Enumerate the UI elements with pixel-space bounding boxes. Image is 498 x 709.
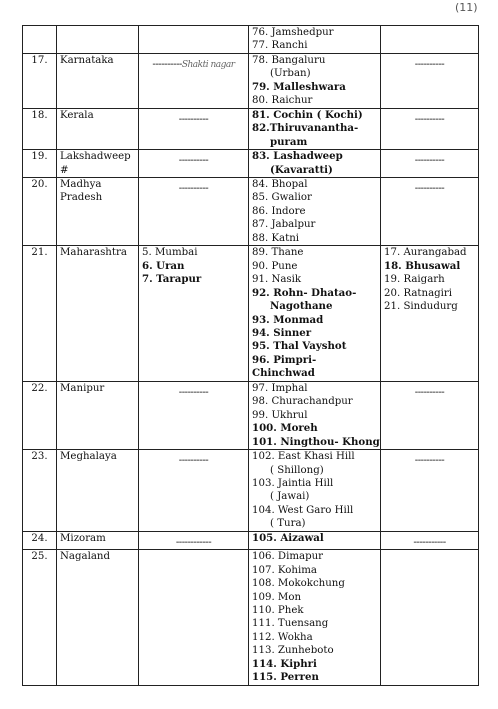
serial-number: 24. (31, 532, 48, 544)
state-cell (57, 550, 139, 686)
col5-cell (381, 531, 479, 549)
cell-line: 5. Mumbai (142, 247, 198, 259)
state-cell (57, 450, 139, 532)
districts-cell (249, 381, 381, 449)
serial-number: 21. (31, 247, 48, 259)
cell-line: 78. Bangaluru (252, 54, 326, 66)
cell-line: 100. Moreh (252, 422, 318, 435)
cell-line: 101. Ningthou- Khong (252, 435, 380, 448)
col3-cell (139, 150, 249, 178)
handwritten-note: Shakti nagar (181, 59, 235, 70)
cell-line: 108. Mokokchung (252, 578, 345, 590)
serial-number: 18. (31, 109, 48, 121)
cell-line: 6. Uran (142, 259, 185, 272)
sno-cell (23, 150, 57, 178)
dash-placeholder: ---------- (414, 113, 445, 125)
col3-cell (139, 246, 249, 382)
cell-line: 112. Wokha (252, 631, 313, 643)
districts-cell (249, 150, 381, 178)
state-cell (57, 150, 139, 178)
cell-line: 84. Bhopal (252, 178, 308, 190)
cell-line: 7. Tarapur (142, 273, 202, 286)
page-number: (11) (455, 1, 478, 14)
state-cell (57, 108, 139, 149)
state-cell (57, 53, 139, 108)
table-row (23, 531, 479, 549)
cell-line: 102. East Khasi Hill (252, 451, 355, 463)
serial-number: 20. (31, 178, 48, 190)
dash-placeholder: ---------- (414, 455, 445, 467)
serial-number: 22. (31, 382, 48, 394)
dash-placeholder: ---------- (178, 182, 209, 194)
cell-line: 111. Tuensang (252, 618, 329, 630)
col5-cell (381, 450, 479, 532)
col3-cell (139, 450, 249, 532)
cell-line: ( Jawai) (270, 491, 310, 503)
col5-cell (381, 53, 479, 108)
district-entry: 76. Jamshedpur (252, 27, 334, 38)
serial-number: 17. (31, 54, 48, 66)
serial-number: 25. (31, 551, 48, 563)
state-name: Karnataka (60, 54, 114, 66)
table-row (23, 177, 479, 245)
districts-cell (249, 550, 381, 686)
sno-cell (23, 246, 57, 382)
cell-line: 86. Indore (252, 205, 306, 217)
cell-line: 81. Cochin ( Kochi) (252, 108, 363, 121)
col5-cell (381, 177, 479, 245)
state-cell (57, 246, 139, 382)
state-cell (57, 381, 139, 449)
cell-line: ( Tura) (270, 518, 306, 530)
districts-cell (249, 450, 381, 532)
table-body (23, 26, 479, 686)
cell-line: 95. Thal Vayshot (252, 340, 347, 353)
dash-placeholder: ---------- (414, 386, 445, 398)
state-name: Mizoram (60, 532, 106, 544)
cell-line: 106. Dimapur (252, 551, 324, 563)
cell-line: 99. Ukhrul (252, 409, 308, 421)
sno-cell (23, 550, 57, 686)
cell-line: Nagothane (270, 300, 333, 313)
cell-line: 91. Nasik (252, 274, 302, 286)
districts-cell (249, 246, 381, 382)
cell-line: 83. Lashadweep (252, 150, 343, 163)
cell-line: puram (270, 135, 308, 148)
dash-placeholder: ---------- (178, 455, 209, 467)
cell-line: 21. Sindudurg (384, 301, 458, 313)
cell-line: 109. Mon (252, 591, 302, 603)
state-name: Pradesh (60, 192, 103, 204)
serial-number: 23. (31, 451, 48, 463)
cell-line: 85. Gwalior (252, 192, 312, 204)
table-row-continuation (23, 26, 479, 54)
state-cell (57, 26, 139, 54)
cell-line: 89. Thane (252, 247, 304, 259)
dash-placeholder: ---------- (414, 155, 445, 167)
cell-line: (Kavaratti) (270, 163, 333, 176)
sno-cell (23, 26, 57, 54)
col5-cell (381, 150, 479, 178)
state-name: Maharashtra (60, 247, 127, 259)
cell-line: 115. Perren (252, 671, 319, 684)
table-row (23, 381, 479, 449)
dash-placeholder: ------------ (175, 536, 212, 548)
col5-cell (381, 246, 479, 382)
districts-cell (249, 531, 381, 549)
cell-line: Chinchwad (252, 367, 315, 380)
cell-line: 103. Jaintia Hill (252, 477, 334, 489)
cell-line: 87. Jabalpur (252, 219, 316, 231)
state-name: Meghalaya (60, 451, 117, 463)
table-row (23, 108, 479, 149)
cell-line: 19. Raigarh (384, 274, 445, 286)
sno-cell (23, 450, 57, 532)
cell-line: 105. Aizawal (252, 531, 324, 544)
table-row (23, 246, 479, 382)
dash-placeholder: ---------- (178, 113, 209, 125)
districts-table (22, 25, 479, 686)
col3-cell (139, 531, 249, 549)
col5-cell (381, 26, 479, 54)
cell-line: 79. Malleshwara (252, 80, 346, 93)
cell-line: 110. Phek (252, 605, 304, 617)
col3-cell (139, 550, 249, 686)
districts-cell (249, 177, 381, 245)
sno-cell (23, 177, 57, 245)
col3-cell (139, 108, 249, 149)
districts-cell (249, 53, 381, 108)
sno-cell (23, 53, 57, 108)
cell-line: 88. Katni (252, 232, 300, 244)
dash-placeholder: ---------- (152, 58, 182, 70)
cell-line: 94. Sinner (252, 326, 312, 339)
col3-cell (139, 26, 249, 54)
district-entry: 77. Ranchi (252, 40, 308, 52)
cell-line: 20. Ratnagiri (384, 287, 453, 299)
col3-cell (139, 381, 249, 449)
cell-line: 96. Pimpri- (252, 353, 317, 366)
cell-line: 82.Thiruvanantha- (252, 122, 359, 135)
sno-cell (23, 531, 57, 549)
dash-placeholder: ---------- (178, 386, 209, 398)
table-row (23, 150, 479, 178)
state-cell (57, 177, 139, 245)
col5-cell (381, 550, 479, 686)
state-cell (57, 531, 139, 549)
cell-line: 97. Imphal (252, 382, 308, 394)
dash-placeholder: ---------- (414, 58, 445, 70)
cell-line: 93. Monmad (252, 313, 324, 326)
state-name: Kerala (60, 109, 94, 121)
table-row (23, 550, 479, 686)
cell-line: ( Shillong) (270, 464, 324, 476)
state-name: Lakshadweep (60, 151, 131, 163)
state-name: # (60, 164, 69, 176)
col3-cell (139, 177, 249, 245)
cell-line: 80. Raichur (252, 95, 313, 107)
cell-line: 98. Churachandpur (252, 396, 353, 408)
state-name: Nagaland (60, 551, 110, 563)
state-name: Madhya (60, 178, 102, 190)
col5-cell (381, 108, 479, 149)
sno-cell (23, 381, 57, 449)
cell-line: (Urban) (270, 68, 311, 80)
cell-line: 114. Kiphri (252, 657, 317, 670)
cell-line: 107. Kohima (252, 564, 317, 576)
districts-cell (249, 26, 381, 54)
cell-line: 104. West Garo Hill (252, 504, 354, 516)
cell-line: 113. Zunheboto (252, 645, 334, 657)
serial-number: 19. (31, 151, 48, 163)
dash-placeholder: ---------- (178, 155, 209, 167)
table-row (23, 450, 479, 532)
dash-placeholder: ----------- (413, 536, 446, 548)
col3-cell (139, 53, 249, 108)
sno-cell (23, 108, 57, 149)
dash-placeholder: ---------- (414, 182, 445, 194)
cell-line: 92. Rohn- Dhatao- (252, 286, 357, 299)
cell-line: 90. Pune (252, 260, 298, 272)
col5-cell (381, 381, 479, 449)
table-row (23, 53, 479, 108)
districts-cell (249, 108, 381, 149)
cell-line: 18. Bhusawal (384, 259, 461, 272)
cell-line: 17. Aurangabad (384, 247, 467, 259)
state-name: Manipur (60, 382, 105, 394)
